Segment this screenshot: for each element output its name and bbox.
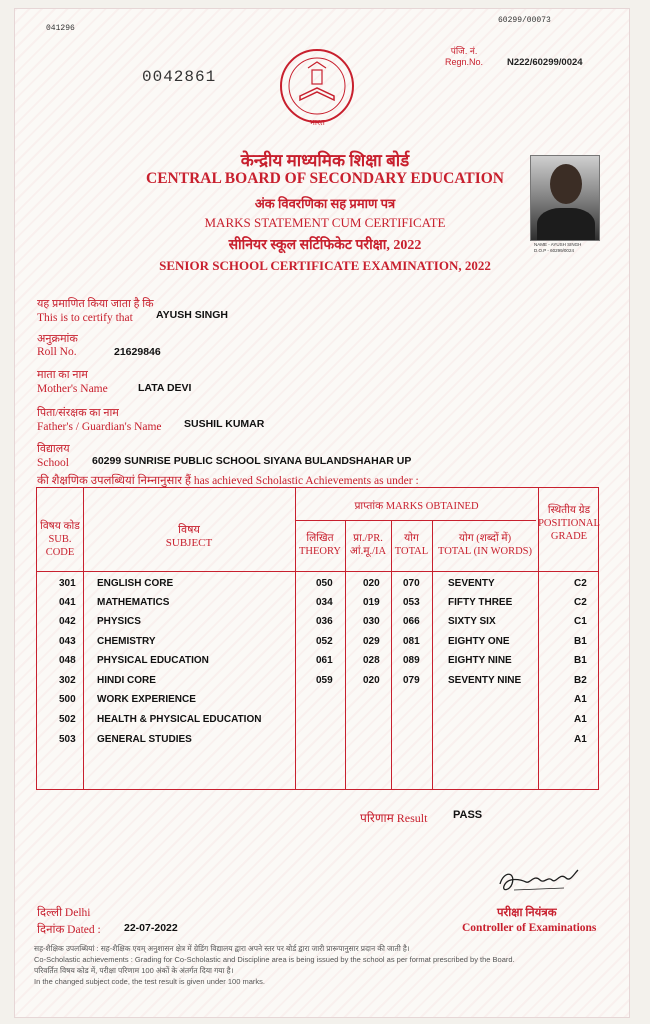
cell-theory: 050 [316,578,333,589]
header-practical [345,532,391,558]
school-name: 60299 SUNRISE PUBLIC SCHOOL SIYANA BULANDSHAHAR UP [92,455,412,467]
header-subject-hi: विषय [178,524,200,536]
date-label [37,922,101,937]
table-row [37,597,600,616]
exam-title-english: SENIOR SCHOOL CERTIFICATE EXAMINATION, 2022 [159,258,491,273]
doc-title-hindi: अंक विवरणिका सह प्रमाण पत्र [254,196,396,211]
header-words [432,532,538,558]
cell-practical: 020 [363,675,380,686]
photo-caption: NAME - AYUSH SINGH D.O.P - 60299/0024 [534,242,582,253]
cell-words: SIXTY SIX [448,616,496,627]
roll-label-en: Roll No. [37,346,77,358]
marks-obtained-hi: प्राप्तांक [354,501,384,512]
cell-practical: 020 [363,578,380,589]
regn-label-hi: पंजि. नं. [450,46,478,56]
cell-code: 041 [59,597,76,608]
header-theory-en: THEORY [299,546,341,557]
certify-label-en: This is to certify that [37,312,133,324]
header-total [391,532,432,558]
regn-number: N222/60299/0024 [507,57,583,68]
cell-total: 070 [403,578,420,589]
cell-total: 053 [403,597,420,608]
table-row [37,636,600,655]
footnote-line: In the changed subject code, the test result is given under 100 marks. [34,977,265,986]
header-code [37,520,83,559]
cell-total: 089 [403,655,420,666]
cell-code: 302 [59,675,76,686]
top-left-code: 041296 [46,24,75,33]
cell-theory: 034 [316,597,333,608]
school-label-en: School [37,457,69,469]
cell-words: FIFTY THREE [448,597,513,608]
result-label [360,809,427,826]
achievements-line [37,473,419,488]
achievements-en: has achieved Scholastic Achievements as under : [193,475,419,487]
mother-name: LATA DEVI [138,382,192,394]
date-value: 22-07-2022 [124,922,178,934]
cell-grade: A1 [574,734,587,745]
cell-subject: GENERAL STUDIES [97,734,192,745]
cell-code: 043 [59,636,76,647]
cell-grade: C1 [574,616,587,627]
cell-theory: 052 [316,636,333,647]
header-total-en: TOTAL [394,546,429,557]
cell-theory: 036 [316,616,333,627]
signature-icon [494,862,584,898]
cell-theory: 059 [316,675,333,686]
header-practical-hi: प्रा./PR. [353,533,383,544]
cell-grade: C2 [574,597,587,608]
place [37,905,90,920]
header-marks-obtained [295,500,538,513]
table-row [37,655,600,674]
header-grade-hi: स्थितीय ग्रेड [547,505,591,516]
header-divider [37,571,598,572]
cell-grade: B2 [574,675,587,686]
cell-subject: HINDI CORE [97,675,156,686]
result-value: PASS [453,809,483,821]
date-label-hi: दिनांक [37,924,65,936]
board-name-hindi: केन्द्रीय माध्यमिक शिक्षा बोर्ड [240,151,410,170]
student-name: AYUSH SINGH [156,309,228,321]
header-code-en2: CODE [45,547,75,558]
controller-title-hi: परीक्षा नियंत्रक [497,907,557,919]
school-label-hi: विद्यालय [37,443,70,455]
achievements-hi: की शैक्षणिक उपलब्धियां निम्नानुसार हैं [37,475,191,487]
cell-subject: MATHEMATICS [97,597,170,608]
header-grade-en2: GRADE [550,531,588,542]
cell-subject: PHYSICS [97,616,141,627]
table-row [37,675,600,694]
cell-practical: 019 [363,597,380,608]
cell-total: 081 [403,636,420,647]
controller-signature [494,862,584,898]
header-subject [83,524,295,550]
cbse-emblem [278,46,356,134]
table-row [37,714,600,733]
exam-title-hindi: सीनियर स्कूल सर्टिफिकेट परीक्षा, 2022 [228,238,422,253]
cell-subject: ENGLISH CORE [97,578,174,589]
board-name-english: CENTRAL BOARD OF SECONDARY EDUCATION [146,170,504,187]
footnote-line: Co-Scholastic achievements : Grading for Co-Scholastic and Discipline area is being issued by the school as per format prescribed by the Board. [34,955,515,964]
cell-total: 079 [403,675,420,686]
header-words-en: TOTAL (IN WORDS) [437,546,533,557]
header-code-en1: SUB. [48,534,72,545]
footnote-line: सह-शैक्षिक उपलब्धियां : सह-शैक्षिक एवम् अनुशासन क्षेत्र में ग्रेडिंग विद्यालय द्वारा अपने स्तर पर बोर्ड द्वारा जारी प्रारूपानुसार प्रदान की जाती है। [34,944,410,953]
footnote-line: परिवर्तित विषय कोड में, परीक्षा परिणाम 100 अंकों के अंतर्गत दिया गया है। [34,966,234,975]
cell-practical: 030 [363,616,380,627]
cell-practical: 028 [363,655,380,666]
table-row [37,578,600,597]
controller-title-en: Controller of Examinations [462,922,597,934]
cell-total: 066 [403,616,420,627]
cell-code: 500 [59,694,76,705]
cell-grade: A1 [574,694,587,705]
father-name: SUSHIL KUMAR [184,418,265,430]
header-grade-en1: POSITIONAL [538,518,600,529]
marks-table [36,487,599,790]
table-row [37,734,600,753]
header-grade [538,504,600,543]
footnotes [34,943,606,987]
cell-words: EIGHTY ONE [448,636,510,647]
place-en: Delhi [64,907,91,919]
cell-words: SEVENTY NINE [448,675,522,686]
cell-grade: B1 [574,655,587,666]
certify-label-hi: यह प्रमाणित किया जाता है कि [37,298,154,310]
date-label-en: Dated : [67,924,101,936]
regn-label [445,46,483,68]
header-theory [295,532,345,558]
cell-code: 502 [59,714,76,725]
header-theory-hi: लिखित [306,533,334,544]
marks-obtained-en: MARKS OBTAINED [385,501,479,512]
row-divider [295,520,536,521]
header-subject-en: SUBJECT [165,537,213,549]
top-right-code: 60299/00073 [498,16,551,25]
cell-grade: A1 [574,714,587,725]
emblem-text: भारत [309,118,325,127]
header-total-hi: योग [404,533,419,544]
cell-words: SEVENTY [448,578,495,589]
cell-code: 503 [59,734,76,745]
cell-code: 048 [59,655,76,666]
header-code-hi: विषय कोड [40,521,80,532]
header-words-hi: योग (शब्दों में) [458,533,512,544]
cell-theory: 061 [316,655,333,666]
cell-subject: WORK EXPERIENCE [97,694,196,705]
cell-code: 042 [59,616,76,627]
result-label-en: Result [396,811,428,825]
place-hi: दिल्ली [37,907,63,919]
result-label-hi: परिणाम [360,811,394,825]
cell-subject: HEALTH & PHYSICAL EDUCATION [97,714,262,725]
cell-code: 301 [59,578,76,589]
cell-grade: C2 [574,578,587,589]
table-row [37,694,600,713]
cell-subject: PHYSICAL EDUCATION [97,655,209,666]
cell-words: EIGHTY NINE [448,655,512,666]
mother-label-hi: माता का नाम [37,369,88,381]
table-row [37,616,600,635]
serial-number: 0042861 [142,68,217,86]
cell-practical: 029 [363,636,380,647]
father-label-en: Father's / Guardian's Name [37,421,162,433]
mother-label-en: Mother's Name [37,383,108,395]
doc-title-english: MARKS STATEMENT CUM CERTIFICATE [204,215,446,230]
header-practical-en: आं.मू./IA [349,546,387,557]
father-label-hi: पिता/संरक्षक का नाम [37,407,119,419]
roll-number: 21629846 [114,346,161,358]
cell-subject: CHEMISTRY [97,636,156,647]
cell-grade: B1 [574,636,587,647]
roll-label-hi: अनुक्रमांक [37,333,78,345]
regn-label-en: Regn.No. [445,57,484,67]
